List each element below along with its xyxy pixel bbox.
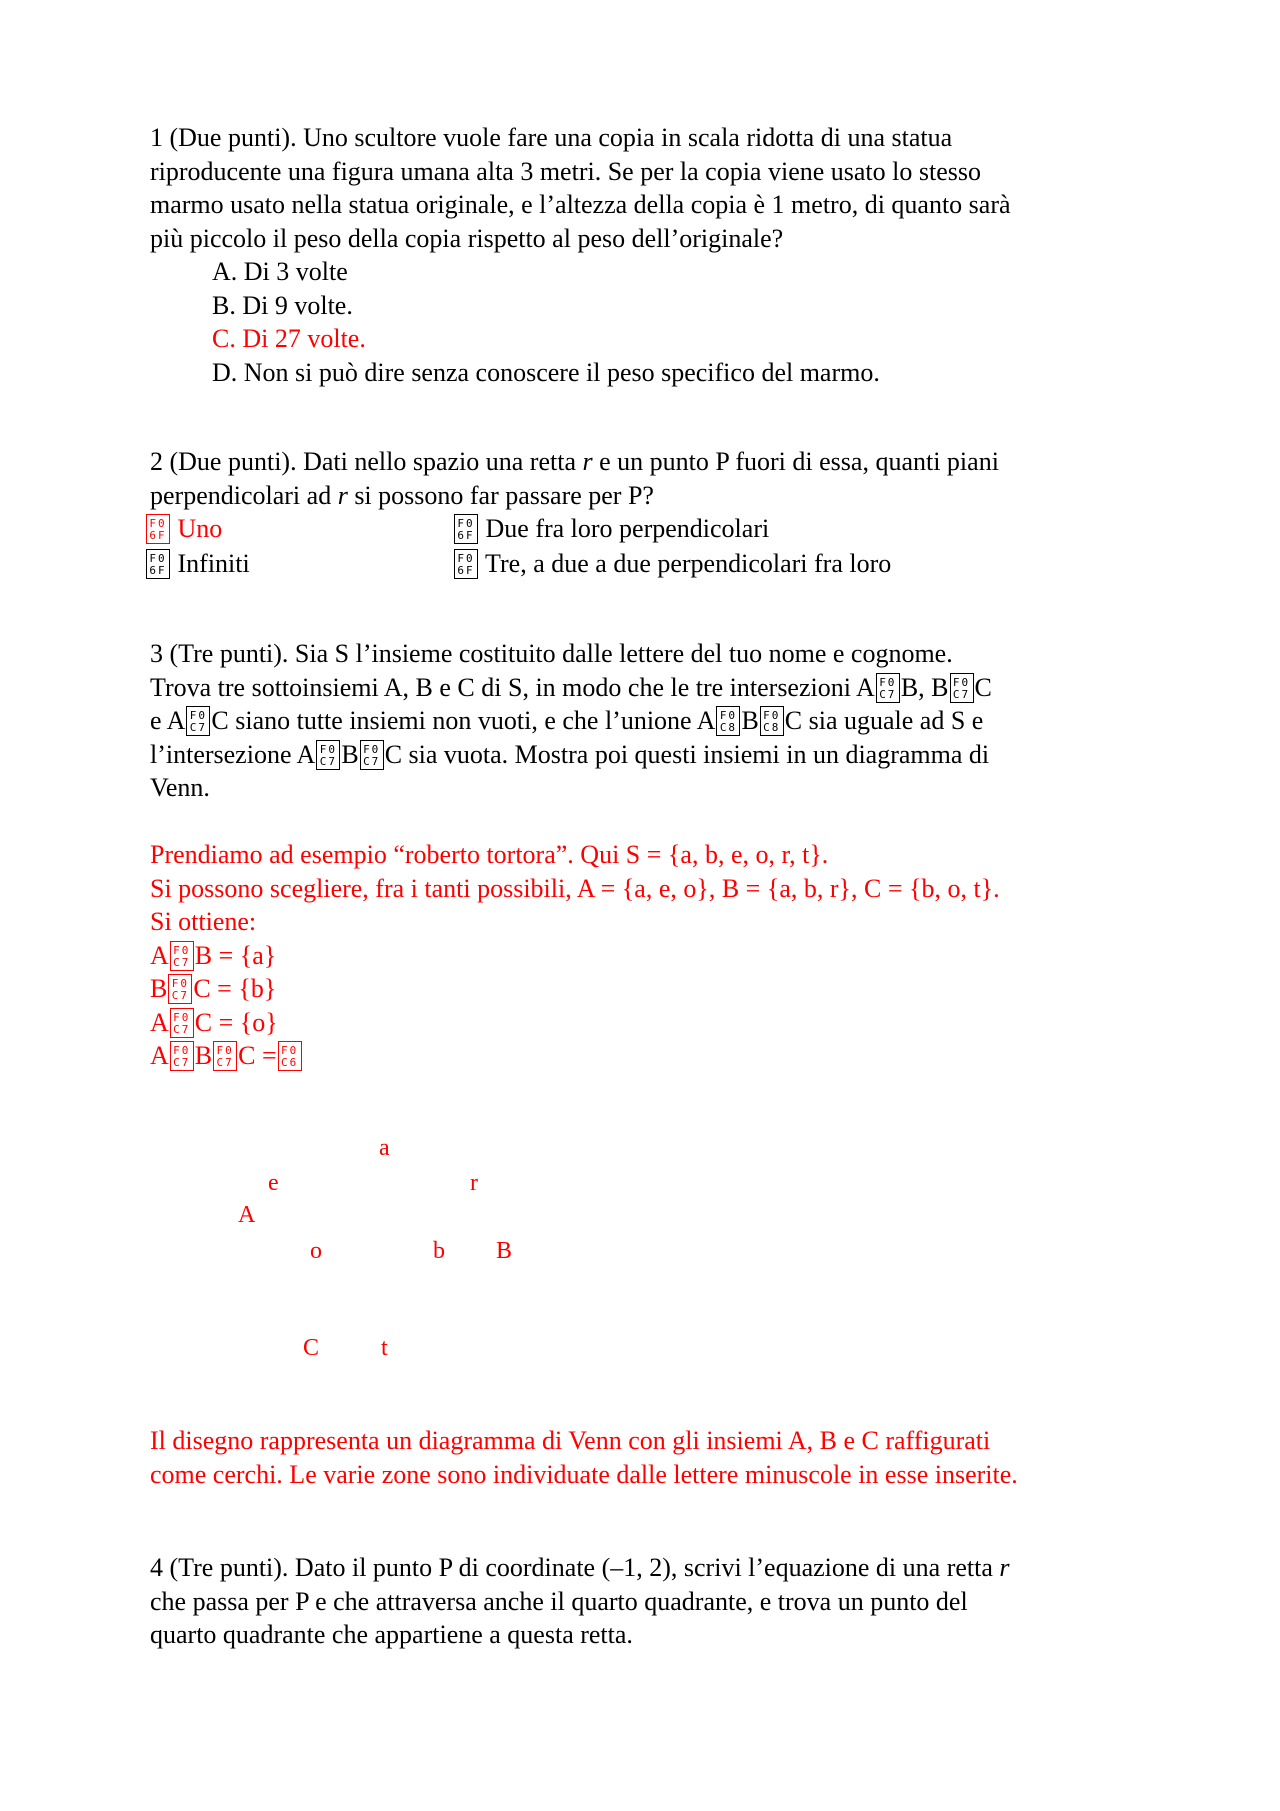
q1-line: riproducente una figura umana alta 3 metri. Se per la copia viene usato lo stesso (150, 156, 981, 186)
q1-option-d[interactable]: D. Non si può dire senza conoscere il peso specifico del marmo. (212, 357, 880, 387)
q2-text: e un punto P fuori di essa, quanti piani (592, 447, 999, 476)
intersection-glyph-icon: F0 C7 (170, 1041, 194, 1071)
question-4 (150, 1551, 1150, 1652)
intersection-glyph-icon: F0 C7 (876, 673, 900, 703)
venn-label-set-a: A (238, 1202, 256, 1228)
option-label: Tre, a due a due perpendicolari fra loro (485, 549, 892, 578)
checkbox-glyph-icon: F0 6F (454, 549, 478, 579)
question-2 (150, 445, 1150, 512)
note-line: come cerchi. Le varie zone sono individuate dalle lettere minuscole in esse inserite. (150, 1459, 1018, 1489)
note-line: Il disegno rappresenta un diagramma di Venn con gli insiemi A, B e C raffigurati (150, 1426, 991, 1455)
q3-text: e A (150, 706, 186, 735)
q1-option-b[interactable]: B. Di 9 volte. (212, 290, 353, 320)
q3-text: B, B (900, 672, 949, 702)
q3-text: C sia uguale ad S e (784, 706, 984, 735)
checkbox-glyph-icon: F0 6F (146, 514, 170, 544)
q1-line: 1 (Due punti). Uno scultore vuole fare una copia in scala ridotta di una statua (150, 123, 953, 152)
q4-line-3: quarto quadrante che appartiene a questa retta. (150, 1620, 633, 1649)
answer-intersection-bc: B F0 C7 C = {b} (150, 974, 277, 1003)
q3-line-5: Venn. (150, 773, 210, 802)
venn-label-a: a (379, 1135, 390, 1161)
q3-line-3 (150, 704, 1150, 738)
q3-text: B (341, 739, 359, 769)
q4-text: 4 (Tre punti). Dato il punto P di coordinate (–1, 2), scrivi l’equazione di una retta (150, 1553, 1000, 1582)
q1-option-a[interactable]: A. Di 3 volte (212, 257, 348, 286)
checkbox-glyph-icon: F0 6F (146, 549, 170, 579)
intersection-glyph-icon: F0 C7 (186, 706, 210, 736)
intersection-glyph-icon: F0 C7 (168, 974, 192, 1004)
q2-text: si possono far passare per P? (347, 480, 654, 510)
union-glyph-icon: F0 C8 (760, 706, 784, 736)
intersection-glyph-icon: F0 C7 (360, 740, 384, 770)
intersection-glyph-icon: F0 C7 (170, 941, 194, 971)
option-label: Infiniti (177, 549, 250, 578)
venn-label-b: b (433, 1238, 445, 1264)
question-1 (150, 121, 1150, 389)
answer-intersection-ac: A F0 C7 C = {o} (150, 1007, 278, 1037)
q3-text: C sia vuota. Mostra poi questi insiemi in un diagramma di (384, 739, 990, 769)
venn-label-r: r (470, 1170, 478, 1196)
variable-r: r (999, 1553, 1010, 1582)
variable-r: r (582, 447, 593, 476)
venn-label-o: o (310, 1238, 322, 1264)
intersection-glyph-icon: F0 C7 (950, 673, 974, 703)
q4-line-2: che passa per P e che attraversa anche il quarto quadrante, e trova un punto del (150, 1586, 968, 1616)
q2-line-1 (150, 445, 1150, 479)
option-label: Due fra loro perpendicolari (485, 514, 770, 543)
q3-text: Trova tre sottoinsiemi A, B e C di S, in modo che le tre intersezioni A (150, 672, 875, 702)
q4-line-1 (150, 1551, 1150, 1585)
q1-option-c-correct[interactable]: C. Di 27 volte. (212, 324, 366, 353)
q3-text: l’intersezione A (150, 739, 316, 769)
intersection-glyph-icon: F0 C7 (170, 1008, 194, 1038)
option-label: Uno (177, 514, 223, 543)
q2-text: perpendicolari ad (150, 480, 338, 510)
venn-label-t: t (381, 1335, 388, 1361)
q2-option-uno[interactable] (145, 512, 222, 546)
q1-options (150, 255, 1150, 389)
q2-option-tre[interactable] (453, 547, 891, 581)
q3-answer (150, 838, 1150, 1073)
answer-line: Prendiamo ad esempio “roberto tortora”. Qui S = {a, b, e, o, r, t}. (150, 840, 829, 869)
q2-line-2 (150, 479, 1150, 513)
q3-line-1: 3 (Tre punti). Sia S l’insieme costituito dalle lettere del tuo nome e cognome. (150, 639, 953, 668)
q1-line: più piccolo il peso della copia rispetto al peso dell’originale? (150, 223, 784, 253)
q3-line-2 (150, 671, 1150, 705)
q2-text: 2 (Due punti). Dati nello spazio una retta (150, 447, 583, 476)
q2-option-infiniti[interactable] (145, 547, 250, 581)
intersection-glyph-icon: F0 C7 (213, 1041, 237, 1071)
answer-intersection-abc: A F0 C7 B F0 C7 C = F0 C6 (150, 1039, 1150, 1073)
venn-label-e: e (268, 1170, 279, 1196)
venn-label-set-b: B (496, 1238, 513, 1264)
checkbox-glyph-icon: F0 6F (454, 514, 478, 544)
q3-text: B (741, 706, 759, 735)
variable-r: r (337, 480, 348, 510)
intersection-glyph-icon: F0 C7 (316, 740, 340, 770)
union-glyph-icon: F0 C8 (716, 706, 740, 736)
empty-set-glyph-icon: F0 C6 (278, 1041, 302, 1071)
q3-text: C (974, 672, 992, 702)
q1-line: marmo usato nella statua originale, e l’altezza della copia è 1 metro, di quanto sarà (150, 190, 1011, 219)
q3-line-4 (150, 738, 1150, 772)
answer-line: Si possono scegliere, fra i tanti possibili, A = {a, e, o}, B = {a, b, r}, C = {b, o, t}. (150, 873, 1000, 903)
venn-note (150, 1424, 1160, 1491)
q3-text: C siano tutte insiemi non vuoti, e che l’unione A (211, 706, 716, 735)
venn-label-set-c: C (303, 1335, 320, 1361)
answer-intersection-ab: A F0 C7 B = {a} (150, 940, 277, 970)
q2-option-due[interactable] (453, 512, 769, 546)
question-3 (150, 637, 1150, 805)
answer-line: Si ottiene: (150, 907, 257, 936)
